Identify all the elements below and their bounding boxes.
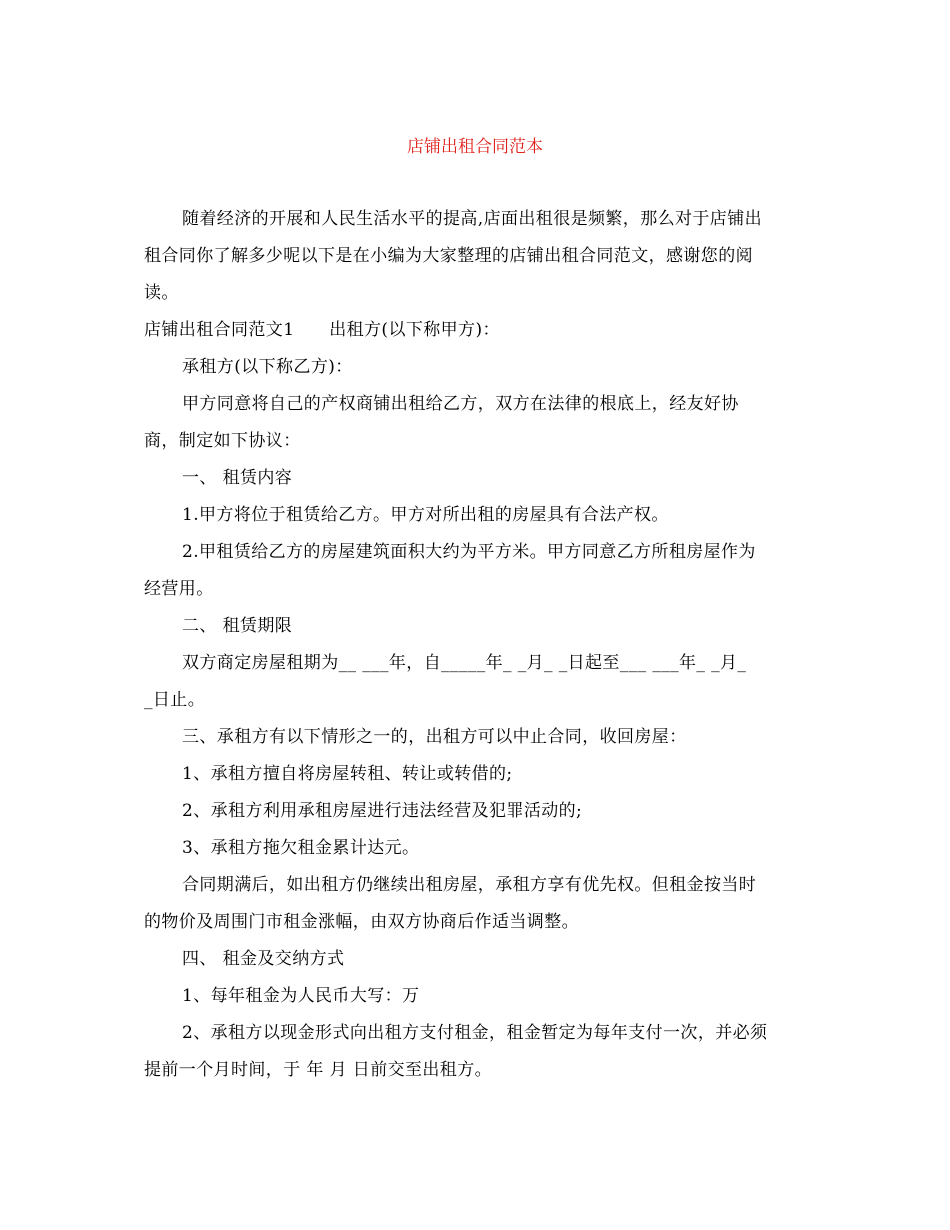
paragraph-line: 随着经济的开展和人民生活水平的提高,店面出租很是频繁，那么对于店铺出	[182, 209, 763, 229]
paragraph-line: 商，制定如下协议：	[144, 431, 301, 451]
section-heading: 二、 租赁期限	[182, 616, 293, 636]
paragraph-line: 甲方同意将自己的产权商铺出租给乙方，双方在法律的根底上，经友好协	[182, 394, 739, 414]
paragraph-line: 3、承租方拖欠租金累计达元。	[182, 838, 420, 858]
paragraph-line: 店铺出租合同范文1 出租方(以下称甲方)：	[144, 320, 500, 340]
paragraph-line: 经营用。	[144, 579, 214, 599]
paragraph-line: 2、承租方以现金形式向出租方支付租金，租金暂定为每年支付一次，并必须	[182, 1023, 768, 1043]
paragraph-line: 2.甲租赁给乙方的房屋建筑面积大约为平方米。甲方同意乙方所租房屋作为	[182, 542, 756, 562]
paragraph-line: 1、每年租金为人民币大写：万	[182, 986, 420, 1006]
paragraph-line: 1.甲方将位于租赁给乙方。甲方对所出租的房屋具有合法产权。	[182, 505, 669, 525]
paragraph-line: 承租方(以下称乙方)：	[182, 357, 353, 377]
section-heading: 一、 租赁内容	[182, 468, 293, 488]
paragraph-line: 租合同你了解多少呢以下是在小编为大家整理的店铺出租合同范文，感谢您的阅	[144, 246, 753, 266]
document-title: 店铺出租合同范本	[407, 137, 543, 157]
paragraph-line: _日止。	[144, 690, 206, 710]
paragraph-line: 双方商定房屋租期为__ ___年，自_____年_ _月_ _日起至___ ___年_ _月_	[182, 653, 747, 673]
paragraph-line: 2、承租方利用承租房屋进行违法经营及犯罪活动的;	[182, 801, 583, 821]
paragraph-line: 提前一个月时间，于 年 月 日前交至出租方。	[144, 1060, 493, 1080]
paragraph-line: 的物价及周围门市租金涨幅，由双方协商后作适当调整。	[144, 912, 579, 932]
paragraph-line: 1、承租方擅自将房屋转租、转让或转借的;	[182, 764, 513, 784]
section-heading: 三、承租方有以下情形之一的，出租方可以中止合同，收回房屋：	[182, 727, 687, 747]
paragraph-line: 读。	[144, 283, 179, 303]
paragraph-line: 合同期满后，如出租方仍继续出租房屋，承租方享有优先权。但租金按当时	[182, 875, 757, 895]
section-heading: 四、 租金及交纳方式	[182, 949, 345, 969]
